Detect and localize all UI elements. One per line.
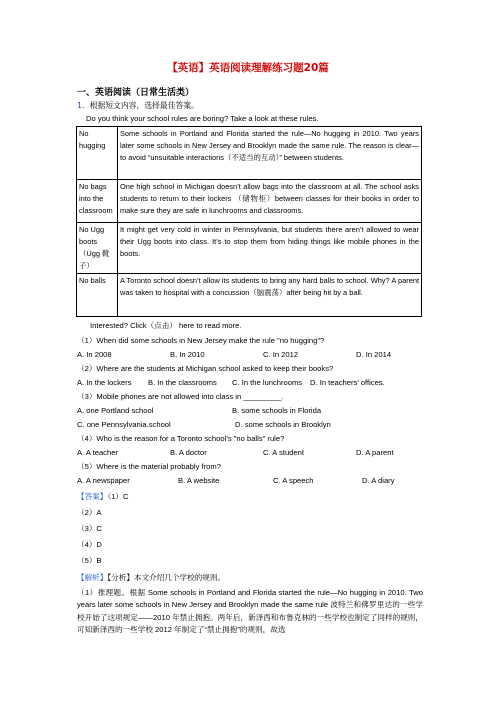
option: D. In teachers’ offices. [310, 378, 385, 387]
answer-item: （1）C [107, 492, 129, 501]
analysis-label: 【解析】 [77, 573, 108, 582]
option: D. A diary [362, 476, 395, 485]
table-row [77, 273, 422, 316]
answer-item: （3）C [77, 524, 102, 533]
option: C. A student [263, 448, 304, 457]
answer-item: （4）D [77, 540, 102, 549]
option: B. A doctor [170, 448, 207, 457]
option: A. one Portland school [77, 406, 154, 415]
option: D. In 2014 [356, 350, 392, 359]
question-instruction-text: 根据短文内容，选择最佳答案。 [89, 101, 199, 110]
rule-text: Some schools in Portland and Florida started the rule—No hugging in 2010. Two years later some schools in New Jersey and Brooklyn made the same rule. The reason is clear—to avoid “unsuitable interactions（不适当的互动）” between students. [118, 127, 422, 180]
option: A. In 2008 [77, 350, 112, 359]
rules-table [76, 126, 422, 317]
page-title: 【英语】英语阅读理解练习题20篇 [167, 62, 329, 74]
option: B. In 2010 [170, 350, 205, 359]
question-instruction [77, 101, 199, 111]
analysis-intro: 【分析】本文介绍几个学校的规则。 [107, 573, 226, 582]
option: C. In the lunchrooms [232, 378, 303, 387]
option: A. In the lockers [77, 378, 132, 387]
analysis-text: （1）推理题。根据 Some schools in Portland and Florida started the rule—No hugging in 2010. Two years later some schools in New Jersey and Brooklyn made the same rule 波特兰和佛罗里达的一些学校开始了这项规定——2010 年禁止拥抱。两年后，新泽西和布鲁克林的一些学校也制定了同样的规则，可知新泽西的一些学校 2012 年制定了“禁止拥抱”的规则，故选 [77, 588, 423, 635]
question-number: 1． [77, 101, 90, 110]
rule-text: It might get very cold in winter in Pennsylvania, but students there aren’t allowed to wear their Ugg boots into class. It’s to stop them from hiding things like mobile phones in the boots. [118, 223, 422, 274]
option: C. A speech [273, 476, 314, 485]
question-stem: （3）Mobile phones are not allowed into class in _________. [77, 392, 284, 401]
option: B. A website [178, 476, 220, 485]
section-heading: 一、英语阅读（日常生活类） [77, 88, 195, 98]
option: C. one Pennsylvania.school [77, 420, 171, 429]
question-stem: （1）When did some schools in New Jersey make the rule "no hugging"? [77, 336, 325, 345]
table-row [77, 127, 422, 180]
option: C. In 2012 [263, 350, 299, 359]
rule-label: No Ugg boots（Ugg 靴子） [77, 223, 118, 274]
question-stem: （5）Where is the material probably from? [77, 462, 221, 471]
rule-label: No hugging [77, 127, 118, 180]
answer-item: （5）B [77, 556, 102, 565]
option: D. some schools in Brooklyn [235, 420, 331, 429]
rule-text: A Toronto school doesn’t allow its students to bring any hard balls to school. Why? A parent was taken to hospital with a concussion（脑震荡）after being hit by a ball. [118, 273, 422, 316]
rule-label: No balls [77, 273, 118, 316]
table-row [77, 180, 422, 223]
analysis-line [77, 573, 225, 583]
passage-intro: Do you think your school rules are boring? Take a look at these rules. [86, 114, 319, 123]
option: A. A newspaper [77, 476, 130, 485]
option: B. some schools in Florida [232, 406, 322, 415]
answer-label: 【答案】 [77, 492, 108, 501]
option: A. A teacher [77, 448, 118, 457]
table-row [77, 223, 422, 274]
rule-text: One high school in Michigan doesn’t allow bags into the classroom at all. The school asks students to return to their lockers （储物柜）between classes for their books in order to make sure they are safe in lunchrooms and classrooms. [118, 180, 422, 223]
rule-label: No bags into the classroom [77, 180, 118, 223]
passage-outro: Interested? Click（点击） here to read more. [90, 321, 242, 330]
option: D. A parent [356, 448, 394, 457]
question-stem: （2）Where are the students at Michigan school asked to keep their books? [77, 364, 334, 373]
option: B. In the classrooms [148, 378, 217, 387]
question-stem: （4）Who is the reason for a Toronto school’s "no balls" rule? [77, 434, 285, 443]
answer-line [77, 492, 128, 502]
answer-item: （2）A [77, 508, 102, 517]
